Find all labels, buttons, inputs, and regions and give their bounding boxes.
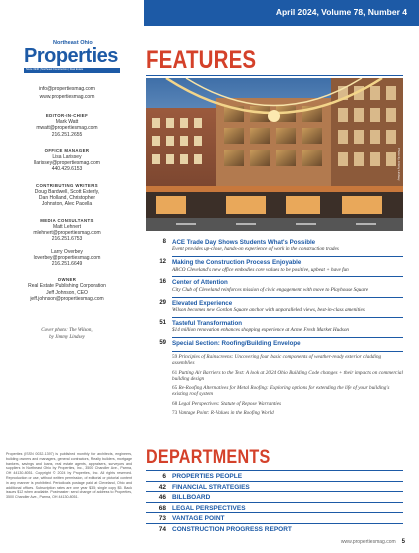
department-label: LEGAL PERSPECTIVES <box>172 504 246 512</box>
article-title: Making the Construction Process Enjoyable <box>172 259 302 267</box>
department-page-number: 46 <box>158 494 166 502</box>
feature-article[interactable] <box>146 279 403 293</box>
staff-line: 216.251.6753 <box>51 236 83 243</box>
article-divider <box>172 351 403 352</box>
sub-article-text: Putting Air Barriers to the Test: A look at 2024 Ohio Building Code changes + their impacts on commercial building design <box>172 369 403 382</box>
article-divider <box>172 276 403 277</box>
article-description: Event provides up-close, hands-on experience of work in the construction trades <box>172 246 339 253</box>
article-description: ABCO Cleveland's new office embodies core values to be positive, upbeat + have fun <box>172 266 349 273</box>
feature-articles <box>146 239 403 420</box>
features-heading: FEATURES <box>146 46 257 74</box>
department-item[interactable] <box>146 502 403 513</box>
department-page-number: 73 <box>158 515 166 523</box>
staff-section <box>0 276 134 302</box>
article-description: Wilson becomes new Gordon Square anchor with unparalleled views, best-in-class amenities <box>172 307 365 314</box>
department-item[interactable] <box>146 470 403 481</box>
staff-section-heading: OFFICE MANAGER <box>44 147 90 153</box>
staff-line[interactable]: loverbey@propertiesmag.com <box>33 254 101 261</box>
department-page-number: 6 <box>162 473 166 480</box>
article-title: ACE Trade Day Shows Students What's Possible <box>172 239 316 246</box>
cover-caption <box>0 328 134 341</box>
sub-article-page-number: 61 <box>172 369 178 376</box>
logo-tagline: Since 1946 | Northeast Construction | Real Estate <box>26 68 84 72</box>
contact-info <box>0 86 134 101</box>
staff-line: 216.251.6649 <box>51 261 83 268</box>
contact-website[interactable]: www.propertiesmag.com <box>39 93 95 100</box>
staff-line: Dan Holland, Christopher <box>38 195 96 202</box>
staff-line: Real Estate Publishing Corporation <box>28 283 106 290</box>
article-description: $14 million renovation enhances shopping experience at Acme Fresh Market Hudson <box>172 327 350 334</box>
staff-line: Doug Bardwell, Scott Esterly, <box>34 188 100 195</box>
feature-article[interactable] <box>146 340 403 347</box>
article-divider <box>172 337 403 338</box>
sub-article-text: Legal Perspectives: Statute of Repose Warranties <box>178 400 282 407</box>
sub-article-page-number: 73 <box>172 410 178 417</box>
staff-line: 216.251.2655 <box>51 131 83 138</box>
staff-line: Larry Overbey <box>51 248 83 255</box>
departments-list <box>146 470 403 534</box>
feature-article[interactable] <box>146 259 403 273</box>
feature-article[interactable] <box>146 300 403 314</box>
logo-name: Properties <box>24 45 118 67</box>
cover-photo <box>146 78 403 231</box>
article-title: Special Section: Roofing/Building Envelope <box>172 340 301 348</box>
sub-article-page-number: 68 <box>172 400 178 407</box>
caption-line: Cover photo: The Wilson, <box>41 328 93 333</box>
special-section-article[interactable] <box>172 354 403 366</box>
article-divider <box>172 317 403 318</box>
staff-line: Mark Watt <box>55 119 79 125</box>
staff-section <box>0 112 134 138</box>
sub-article-page-number: 59 <box>172 354 178 361</box>
article-title: Center of Attention <box>172 279 228 287</box>
feature-article[interactable] <box>146 239 403 253</box>
footer-url[interactable]: www.propertiesmag.com <box>340 539 396 545</box>
article-title: Tasteful Transformation <box>172 319 243 327</box>
department-label: PROPERTIES PEOPLE <box>172 473 243 480</box>
department-label: FINANCIAL STRATEGIES <box>172 483 250 491</box>
department-item[interactable] <box>146 491 403 502</box>
staff-section-heading: MEDIA CONSULTANTS <box>40 217 94 223</box>
legal-notice: Properties (ISSN 0032-1397) is published monthly for architects, engineers, building owners and managers, general contractors, Realty builders, mortgage bankers, savings and loans, real estate agents, appraisers, surveyors and suppliers in Northeast Ohio by Properties, Inc., 3500 Chandler Ave., Parma, OH 44130-8051. Copyright © 2024 by Properties, Inc. All rights reserved. Reproduction or use, without written permission, of editorial or pictorial content in any manner is prohibited. Periodicals postage paid at Cleveland, Ohio and additional offices. Subscription rates are one year $35; single copy $5. Back issues $12 when available. Postmaster: send change of address to Properties, 3500 Chandler Ave., Parma, OH 44130-8051. <box>6 452 132 500</box>
contact-email[interactable]: info@propertiesmag.com <box>39 86 95 92</box>
department-item[interactable] <box>146 481 403 492</box>
properties-logo <box>22 40 122 74</box>
masthead-sidebar <box>0 0 134 553</box>
staff-section-heading: CONTRIBUTING WRITERS <box>36 182 98 188</box>
article-page-number: 29 <box>159 299 166 306</box>
department-label: BILLBOARD <box>172 494 211 502</box>
departments-heading: DEPARTMENTS <box>146 447 271 468</box>
special-section-article[interactable] <box>172 410 403 416</box>
staff-section <box>0 147 134 173</box>
logo-region: Northeast Ohio <box>53 40 93 46</box>
staff-section <box>0 217 134 268</box>
department-label: CONSTRUCTION PROGRESS REPORT <box>172 525 292 533</box>
article-page-number: 8 <box>162 239 166 245</box>
sub-article-text: Vantage Point: R-Values in the Roofing World <box>178 410 274 417</box>
staff-section-heading: OWNER <box>57 277 77 283</box>
special-section-article[interactable] <box>172 385 403 397</box>
feature-article[interactable] <box>146 320 403 334</box>
special-section-article[interactable] <box>172 401 403 407</box>
staff-line: 440.429.6153 <box>51 166 83 173</box>
staff-list <box>0 112 134 311</box>
article-title: Elevated Experience <box>172 299 233 307</box>
article-page-number: 51 <box>159 319 166 326</box>
article-divider <box>172 297 403 298</box>
special-section-article[interactable] <box>172 370 403 382</box>
staff-section <box>0 182 134 208</box>
staff-line: Johnston, Alec Pacella <box>41 201 93 208</box>
photo-credit: Photo by Jimmy Lindsey <box>397 148 401 181</box>
staff-line[interactable]: llarissey@propertiesmag.com <box>34 160 100 167</box>
staff-line[interactable]: jeff.johnson@propertiesmag.com <box>30 296 104 303</box>
sub-article-page-number: 65 <box>172 385 178 392</box>
department-page-number: 42 <box>158 483 166 491</box>
page-footer <box>341 539 405 545</box>
article-page-number: 12 <box>159 259 166 266</box>
article-page-number: 59 <box>159 340 166 347</box>
issue-date: April 2024, Volume 78, Number 4 <box>275 7 407 17</box>
staff-line: Jeff Johnson, CEO <box>46 289 88 296</box>
staff-line: Lisa Larissey <box>52 153 82 160</box>
article-page-number: 16 <box>159 279 166 286</box>
article-divider <box>172 256 403 257</box>
building-photo-illustration <box>146 78 403 231</box>
issue-banner <box>144 0 419 26</box>
department-item[interactable] <box>146 523 403 534</box>
sub-article-text: Re-Roofing Alternatives for Metal Roofing: Exploring options for extending the life of your building's existing roof system <box>172 385 390 398</box>
caption-line: by Jimmy Lindsey <box>49 334 85 340</box>
department-item[interactable] <box>146 512 403 523</box>
department-label: VANTAGE POINT <box>172 515 225 523</box>
department-page-number: 68 <box>158 504 166 512</box>
page-number: 5 <box>401 539 405 545</box>
department-page-number: 74 <box>158 525 166 533</box>
article-description: City Club of Cleveland reinforces mission of civic engagement with move to Playhouse Square <box>172 286 369 293</box>
heading-rule <box>146 75 403 76</box>
staff-line[interactable]: mlehnert@propertiesmag.com <box>33 229 101 236</box>
staff-line[interactable]: mwatt@propertiesmag.com <box>36 125 98 132</box>
staff-section-heading: EDITOR-IN-CHIEF <box>45 113 89 118</box>
sub-article-text: Principles of Rainscreens: Uncovering four basic components of weather-ready exterior cladding assemblies <box>172 354 382 367</box>
staff-line: Matt Lehnert <box>52 223 82 230</box>
